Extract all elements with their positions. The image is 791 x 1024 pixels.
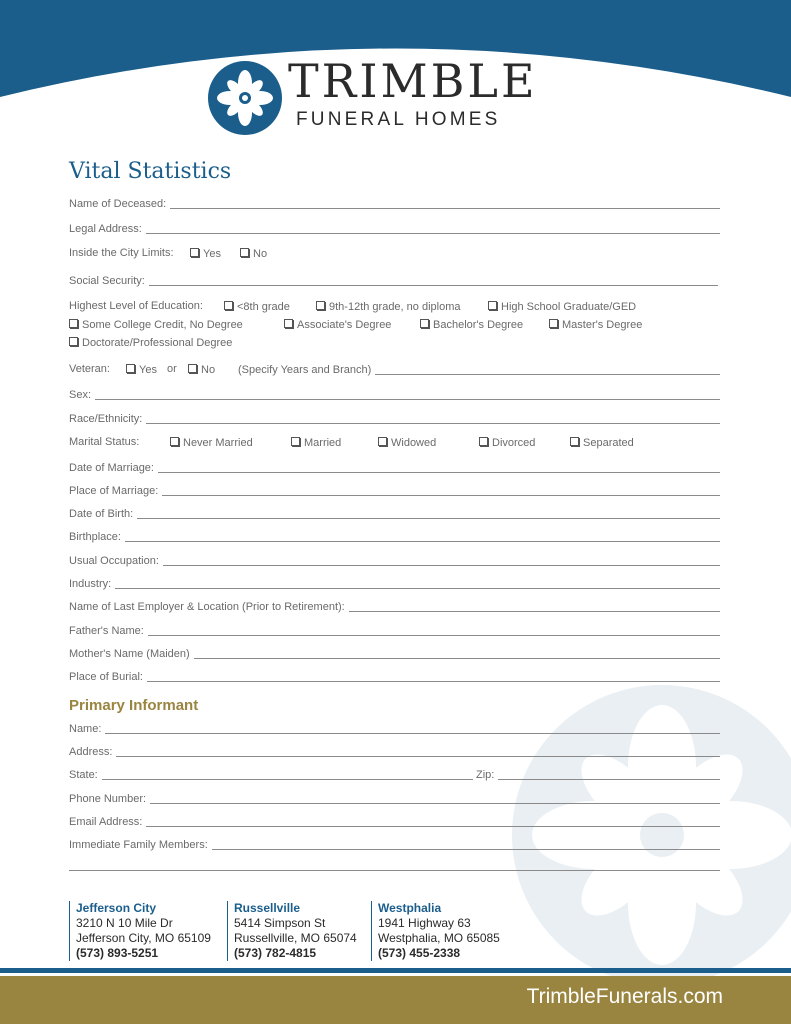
- informant-email-field[interactable]: Email Address:: [69, 813, 720, 829]
- informant-phone-field[interactable]: Phone Number:: [69, 790, 720, 806]
- industry-field[interactable]: Industry:: [69, 575, 720, 591]
- divider: [69, 901, 70, 961]
- website-link[interactable]: TrimbleFunerals.com: [526, 985, 723, 1008]
- last-employer-field[interactable]: Name of Last Employer & Location (Prior to Retirement):: [69, 598, 720, 614]
- family-members-extra-line[interactable]: [69, 870, 720, 871]
- marital-option-checkbox[interactable]: Divorced: [479, 437, 535, 449]
- brand-subtitle: FUNERAL HOMES: [296, 109, 501, 130]
- usual-occupation-field[interactable]: Usual Occupation:: [69, 552, 720, 568]
- city-limits-label: Inside the City Limits:: [69, 247, 174, 259]
- logo-emblem-icon: [208, 61, 282, 135]
- marital-option-checkbox[interactable]: Widowed: [378, 437, 436, 449]
- section-title-primary-informant: Primary Informant: [69, 697, 199, 714]
- education-label: Highest Level of Education:: [69, 300, 203, 312]
- brand-name: TRIMBLE: [288, 54, 538, 108]
- veteran-or-label: or: [167, 363, 177, 375]
- education-option-checkbox[interactable]: Master's Degree: [549, 319, 642, 331]
- informant-address-field[interactable]: Address:: [69, 743, 720, 759]
- divider: [227, 901, 228, 961]
- marital-status-label: Marital Status:: [69, 436, 140, 448]
- deceased-name-field[interactable]: Name of Deceased:: [69, 195, 720, 211]
- education-option-checkbox[interactable]: 9th-12th grade, no diploma: [316, 301, 460, 313]
- education-option-checkbox[interactable]: Bachelor's Degree: [420, 319, 523, 331]
- informant-state-field[interactable]: State:: [69, 766, 473, 782]
- sex-field[interactable]: Sex:: [69, 386, 720, 402]
- education-option-checkbox[interactable]: <8th grade: [224, 301, 290, 313]
- veteran-yes-checkbox[interactable]: Yes: [126, 364, 157, 376]
- veteran-no-checkbox[interactable]: No: [188, 364, 215, 376]
- marital-option-checkbox[interactable]: Married: [291, 437, 341, 449]
- city-limits-no-checkbox[interactable]: No: [240, 248, 267, 260]
- education-option-checkbox[interactable]: Associate's Degree: [284, 319, 391, 331]
- place-of-burial-field[interactable]: Place of Burial:: [69, 668, 720, 684]
- fathers-name-field[interactable]: Father's Name:: [69, 622, 720, 638]
- education-option-checkbox[interactable]: Some College Credit, No Degree: [69, 319, 243, 331]
- city-limits-yes-checkbox[interactable]: Yes: [190, 248, 221, 260]
- marital-option-checkbox[interactable]: Never Married: [170, 437, 253, 449]
- legal-address-field[interactable]: Legal Address:: [69, 220, 720, 236]
- veteran-label: Veteran:: [69, 363, 110, 375]
- date-of-marriage-field[interactable]: Date of Marriage:: [69, 459, 720, 475]
- veteran-specify-field[interactable]: (Specify Years and Branch): [238, 361, 720, 377]
- birthplace-field[interactable]: Birthplace:: [69, 528, 720, 544]
- location-jefferson-city: Jefferson City 3210 N 10 Mile Dr Jefferson City, MO 65109 (573) 893-5251: [76, 901, 211, 960]
- location-russellville: Russellville 5414 Simpson St Russellville, MO 65074 (573) 782-4815: [234, 901, 357, 960]
- mothers-name-field[interactable]: Mother's Name (Maiden): [69, 645, 720, 661]
- date-of-birth-field[interactable]: Date of Birth:: [69, 505, 720, 521]
- section-title-vital-statistics: Vital Statistics: [69, 159, 232, 184]
- marital-option-checkbox[interactable]: Separated: [570, 437, 634, 449]
- education-option-checkbox[interactable]: Doctorate/Professional Degree: [69, 337, 232, 349]
- location-westphalia: Westphalia 1941 Highway 63 Westphalia, MO 65085 (573) 455-2338: [378, 901, 500, 960]
- footer-divider: [0, 968, 791, 973]
- informant-zip-field[interactable]: Zip:: [476, 766, 720, 782]
- education-option-checkbox[interactable]: High School Graduate/GED: [488, 301, 636, 313]
- family-members-field[interactable]: Immediate Family Members:: [69, 836, 720, 852]
- divider: [371, 901, 372, 961]
- informant-name-field[interactable]: Name:: [69, 720, 720, 736]
- race-field[interactable]: Race/Ethnicity:: [69, 410, 720, 426]
- social-security-field[interactable]: Social Security:: [69, 272, 718, 288]
- place-of-marriage-field[interactable]: Place of Marriage:: [69, 482, 720, 498]
